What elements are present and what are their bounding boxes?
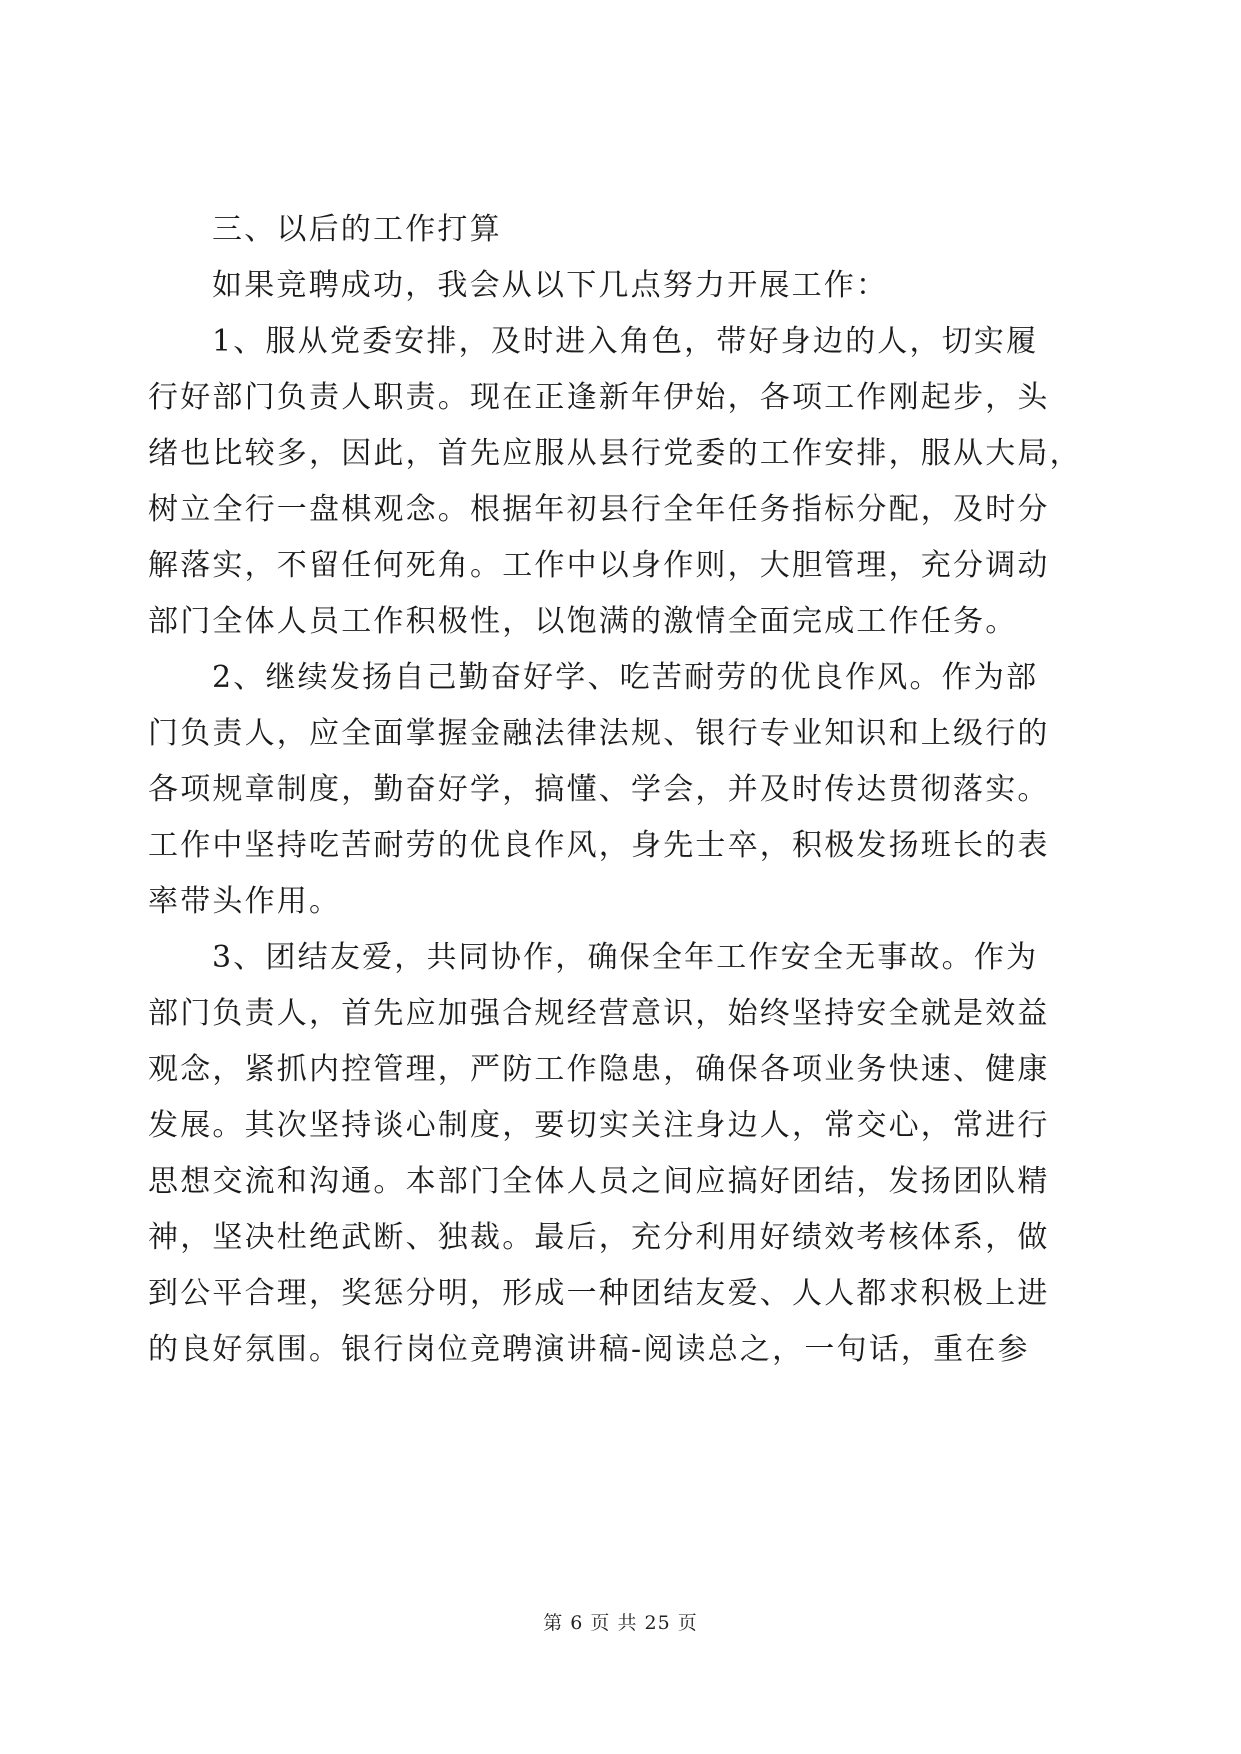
body-line: 门负责人，应全面掌握金融法律法规、银行专业知识和上级行的 (148, 716, 1050, 751)
body-line: 观念，紧抓内控管理，严防工作隐患，确保各项业务快速、健康 (148, 1052, 1050, 1087)
body-line: 的良好氛围。银行岗位竞聘演讲稿-阅读总之，一句话，重在参 (148, 1332, 1030, 1367)
body-line: 1、服从党委安排，及时进入角色，带好身边的人，切实履 (212, 324, 1039, 359)
body-line: 到公平合理，奖惩分明，形成一种团结友爱、人人都求积极上进 (148, 1276, 1050, 1311)
page-number-footer: 第 6 页 共 25 页 (543, 1612, 698, 1634)
body-line: 树立全行一盘棋观念。根据年初县行全年任务指标分配，及时分 (148, 492, 1050, 527)
body-line: 行好部门负责人职责。现在正逢新年伊始，各项工作刚起步，头 (148, 380, 1050, 415)
body-line: 3、团结友爱，共同协作，确保全年工作安全无事故。作为 (212, 940, 1039, 975)
section-heading: 三、以后的工作打算 (212, 212, 502, 247)
body-line: 2、继续发扬自己勤奋好学、吃苦耐劳的优良作风。作为部 (212, 660, 1039, 695)
body-line: 如果竞聘成功，我会从以下几点努力开展工作： (212, 268, 889, 303)
body-line: 各项规章制度，勤奋好学，搞懂、学会，并及时传达贯彻落实。 (148, 772, 1050, 807)
body-line: 解落实，不留任何死角。工作中以身作则，大胆管理，充分调动 (148, 548, 1050, 583)
body-line: 工作中坚持吃苦耐劳的优良作风，身先士卒，积极发扬班长的表 (148, 828, 1050, 863)
body-line: 部门负责人，首先应加强合规经营意识，始终坚持安全就是效益 (148, 996, 1050, 1031)
body-line: 发展。其次坚持谈心制度，要切实关注身边人，常交心，常进行 (148, 1108, 1050, 1143)
body-line: 绪也比较多，因此，首先应服从县行党委的工作安排，服从大局， (148, 436, 1082, 471)
body-line: 思想交流和沟通。本部门全体人员之间应搞好团结，发扬团队精 (148, 1164, 1050, 1199)
body-line: 神，坚决杜绝武断、独裁。最后，充分利用好绩效考核体系，做 (148, 1220, 1050, 1255)
body-line: 部门全体人员工作积极性，以饱满的激情全面完成工作任务。 (148, 604, 1018, 639)
body-line: 率带头作用。 (148, 884, 342, 919)
